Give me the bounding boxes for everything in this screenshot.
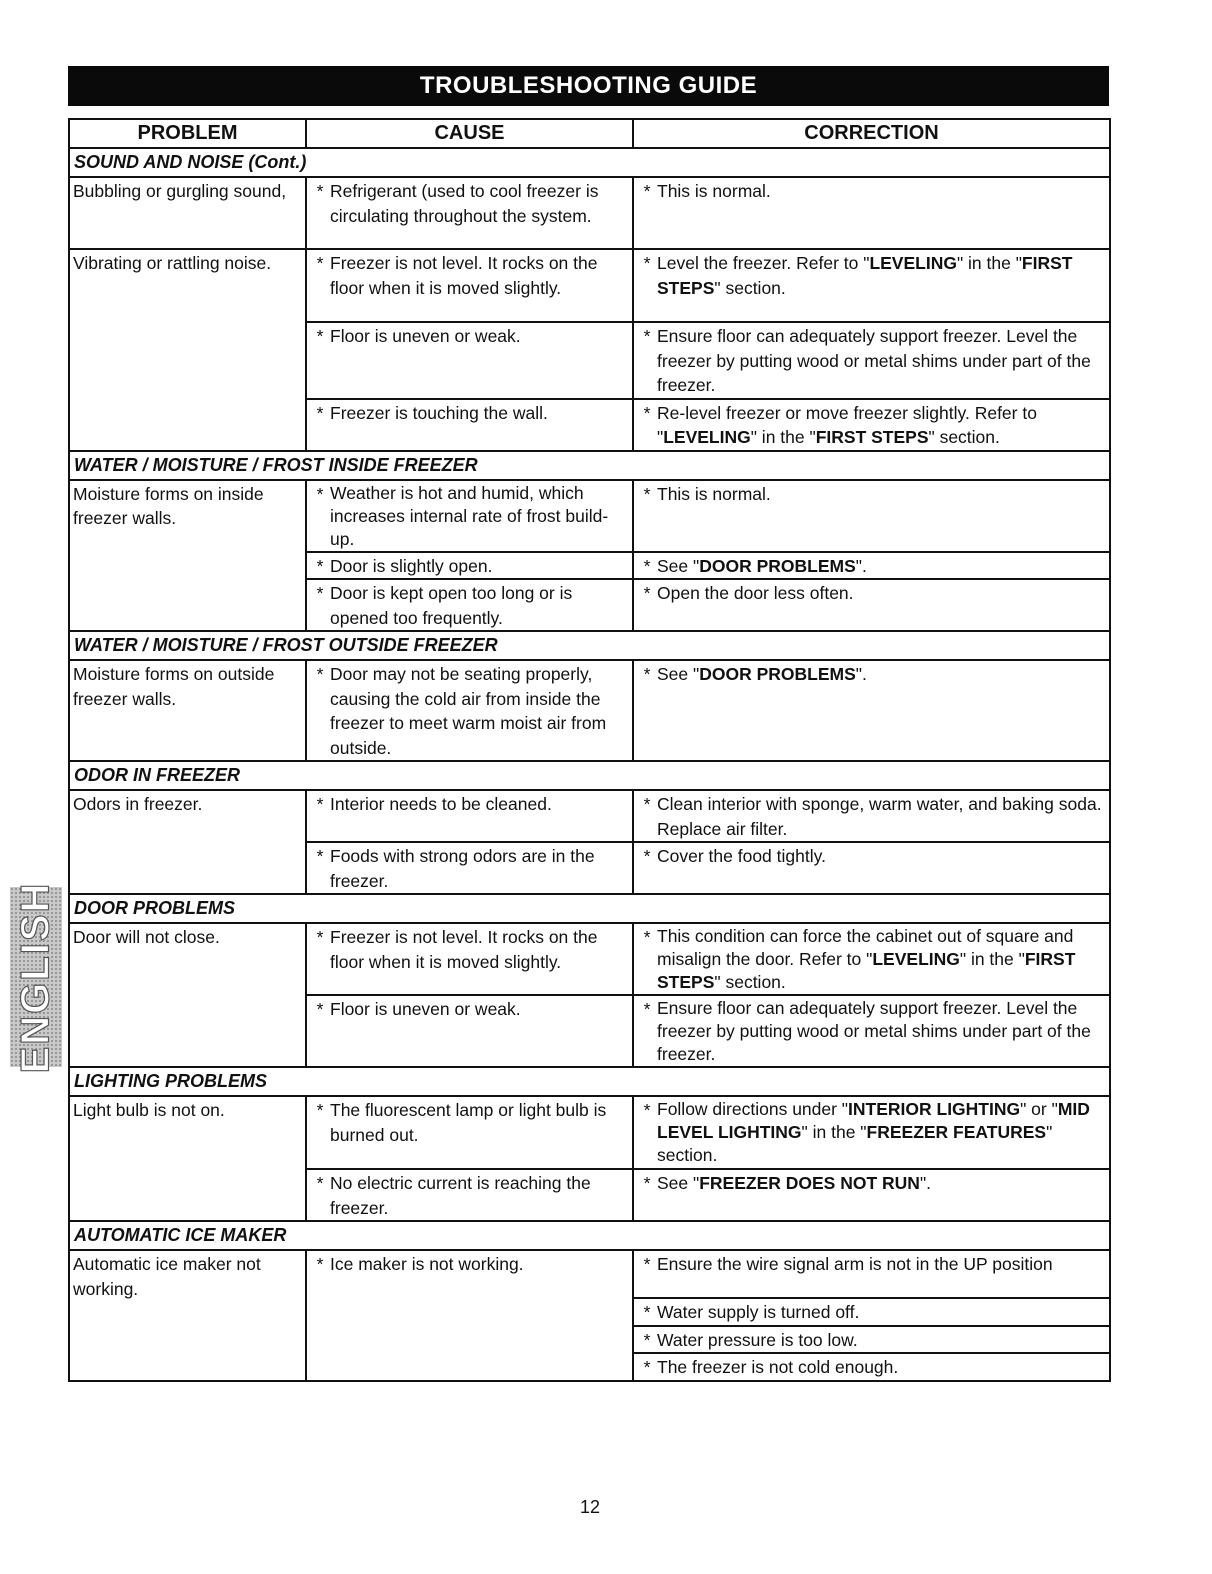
bullet-marker: *: [643, 181, 651, 201]
bullet-marker: *: [316, 1254, 324, 1274]
correction-text: This is normal.: [657, 483, 771, 504]
correction-text: This condition can force the cabinet out of square and misalign the door. Refer to "LEVELING" in the "FIRST STEPS" section.: [657, 926, 1076, 992]
correction-text: Clean interior with sponge, warm water, and baking soda. Replace air filter.: [657, 794, 1102, 839]
correction-cell: [633, 1326, 1110, 1354]
cause-cell: [306, 660, 633, 761]
cause-text: Interior needs to be cleaned.: [330, 794, 552, 814]
cause-cell: [306, 1169, 633, 1221]
problem-cell: Moisture forms on inside freezer walls.: [69, 480, 306, 632]
correction-text: Ensure the wire signal arm is not in the UP position: [657, 1254, 1053, 1274]
bullet-marker: *: [643, 999, 651, 1019]
language-tab: [10, 881, 62, 1073]
correction-text: Water pressure is too low.: [657, 1329, 858, 1350]
section-heading: ODOR IN FREEZER: [69, 761, 1110, 790]
problem-cell: Light bulb is not on.: [69, 1096, 306, 1221]
cause-text: Floor is uneven or weak.: [330, 999, 521, 1019]
bullet-marker: *: [643, 1254, 651, 1274]
cause-cell: [306, 579, 633, 631]
correction-cell: [633, 1353, 1110, 1381]
bullet-marker: *: [643, 402, 651, 423]
correction-text: Level the freezer. Refer to "LEVELING" in the "FIRST STEPS" section.: [657, 253, 1073, 298]
cause-text: Ice maker is not working.: [330, 1254, 524, 1274]
section-heading: LIGHTING PROBLEMS: [69, 1067, 1110, 1096]
bullet-marker: *: [643, 555, 651, 576]
table-row: [69, 1250, 1110, 1298]
correction-cell: [633, 1096, 1110, 1169]
table-row: [69, 480, 1110, 552]
bullet-marker: *: [643, 794, 651, 814]
cause-text: The fluorescent lamp or light bulb is burned out.: [330, 1100, 607, 1145]
correction-text: See "DOOR PROBLEMS".: [657, 555, 867, 576]
language-label: ENGLISH: [13, 881, 58, 1073]
bullet-marker: *: [316, 664, 324, 684]
cause-cell: [306, 552, 633, 580]
bullet-marker: *: [316, 181, 324, 201]
correction-cell: [633, 660, 1110, 761]
bullet-marker: *: [316, 846, 324, 866]
bullet-marker: *: [316, 1173, 324, 1193]
cause-cell: [306, 399, 633, 451]
bullet-marker: *: [316, 1100, 324, 1120]
page-number: 12: [579, 1497, 601, 1517]
correction-text: Ensure floor can adequately support freezer. Level the freezer by putting wood or metal shims under part of the freezer.: [657, 326, 1091, 395]
bullet-marker: *: [643, 1302, 651, 1322]
problem-cell: Vibrating or rattling noise.: [69, 249, 306, 451]
bullet-marker: *: [643, 1357, 651, 1377]
cause-text: Weather is hot and humid, which increases internal rate of frost build-up.: [330, 482, 609, 549]
correction-cell: [633, 1169, 1110, 1221]
cause-text: Freezer is not level. It rocks on the floor when it is moved slightly.: [330, 927, 598, 972]
table-row: [69, 249, 1110, 322]
cause-cell: [306, 995, 633, 1067]
correction-text: See "DOOR PROBLEMS".: [657, 664, 867, 684]
bullet-marker: *: [643, 1173, 651, 1193]
cause-cell: [306, 249, 633, 322]
correction-cell: [633, 842, 1110, 894]
column-header-cause: CAUSE: [306, 119, 633, 148]
problem-cell: Door will not close.: [69, 923, 306, 1067]
correction-cell: [633, 1298, 1110, 1326]
troubleshooting-table: [68, 118, 1111, 1382]
correction-text: Ensure floor can adequately support freezer. Level the freezer by putting wood or metal shims under part of the freezer.: [657, 998, 1091, 1064]
correction-cell: [633, 1250, 1110, 1298]
header-row: [69, 119, 1110, 148]
bullet-marker: *: [316, 927, 324, 947]
correction-text: The freezer is not cold enough.: [657, 1357, 899, 1377]
correction-cell: [633, 322, 1110, 399]
correction-cell: [633, 399, 1110, 451]
cause-text: Freezer is touching the wall.: [330, 402, 548, 423]
bullet-marker: *: [316, 402, 324, 423]
cause-text: Door may not be seating properly, causing the cold air from inside the freezer to meet warm moist air from outside.: [330, 664, 607, 758]
bullet-marker: *: [316, 253, 324, 273]
cause-text: Door is kept open too long or is opened too frequently.: [330, 583, 573, 628]
section-heading: WATER / MOISTURE / FROST INSIDE FREEZER: [69, 451, 1110, 480]
page-title: TROUBLESHOOTING GUIDE: [68, 66, 1109, 106]
section-heading: WATER / MOISTURE / FROST OUTSIDE FREEZER: [69, 631, 1110, 660]
correction-text: Water supply is turned off.: [657, 1302, 860, 1322]
bullet-marker: *: [316, 794, 324, 814]
cause-text: Freezer is not level. It rocks on the floor when it is moved slightly.: [330, 253, 598, 298]
cause-cell: [306, 790, 633, 842]
bullet-marker: *: [643, 583, 651, 603]
column-header-correction: CORRECTION: [633, 119, 1110, 148]
bullet-marker: *: [643, 846, 651, 866]
cause-cell: [306, 842, 633, 894]
bullet-marker: *: [643, 927, 651, 947]
correction-cell: [633, 923, 1110, 995]
correction-text: Follow directions under "INTERIOR LIGHTING" or "MID LEVEL LIGHTING" in the "FREEZER FEATURES" section.: [657, 1099, 1090, 1165]
bullet-marker: *: [643, 253, 651, 273]
cause-cell: [306, 1250, 633, 1381]
bullet-marker: *: [316, 999, 324, 1019]
cause-text: Refrigerant (used to cool freezer is circulating throughout the system.: [330, 181, 599, 226]
bullet-marker: *: [643, 664, 651, 684]
column-header-problem: PROBLEM: [69, 119, 306, 148]
correction-text: Re-level freezer or move freezer slightly. Refer to "LEVELING" in the "FIRST STEPS" section.: [657, 402, 1037, 447]
table-row: [69, 660, 1110, 761]
table-row: [69, 923, 1110, 995]
table-row: [69, 177, 1110, 249]
cause-text: Foods with strong odors are in the freezer.: [330, 846, 595, 891]
correction-cell: [633, 579, 1110, 631]
cause-text: Floor is uneven or weak.: [330, 326, 521, 346]
cause-cell: [306, 177, 633, 249]
correction-cell: [633, 995, 1110, 1067]
section-heading: DOOR PROBLEMS: [69, 894, 1110, 923]
cause-text: No electric current is reaching the freezer.: [330, 1173, 591, 1218]
bullet-marker: *: [643, 326, 651, 346]
correction-cell: [633, 249, 1110, 322]
problem-cell: Odors in freezer.: [69, 790, 306, 894]
cause-cell: [306, 480, 633, 552]
correction-cell: [633, 177, 1110, 249]
bullet-marker: *: [643, 1100, 651, 1120]
section-heading: AUTOMATIC ICE MAKER: [69, 1221, 1110, 1250]
correction-cell: [633, 790, 1110, 842]
correction-cell: [633, 480, 1110, 552]
correction-text: See "FREEZER DOES NOT RUN".: [657, 1173, 932, 1193]
problem-cell: Bubbling or gurgling sound,: [69, 177, 306, 249]
bullet-marker: *: [316, 326, 324, 346]
bullet-marker: *: [643, 1329, 651, 1350]
bullet-marker: *: [316, 483, 324, 504]
table-row: [69, 1096, 1110, 1169]
cause-cell: [306, 1096, 633, 1169]
correction-cell: [633, 552, 1110, 580]
correction-text: Open the door less often.: [657, 583, 854, 603]
correction-text: This is normal.: [657, 181, 771, 201]
cause-cell: [306, 322, 633, 399]
problem-cell: Automatic ice maker not working.: [69, 1250, 306, 1381]
bullet-marker: *: [316, 583, 324, 603]
correction-text: Cover the food tightly.: [657, 846, 826, 866]
cause-text: Door is slightly open.: [330, 555, 493, 576]
cause-cell: [306, 923, 633, 995]
table-row: [69, 790, 1110, 842]
problem-cell: Moisture forms on outside freezer walls.: [69, 660, 306, 761]
bullet-marker: *: [316, 555, 324, 576]
bullet-marker: *: [643, 483, 651, 504]
section-heading: SOUND AND NOISE (Cont.): [69, 148, 1110, 177]
